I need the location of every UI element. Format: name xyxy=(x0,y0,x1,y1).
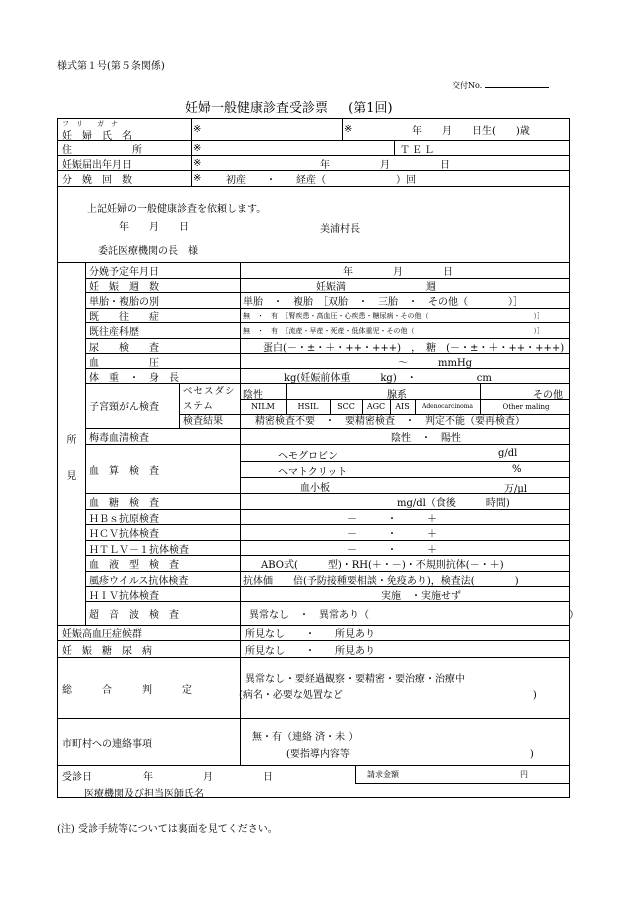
municipality-contact-label: 市町村への連絡事項 xyxy=(62,738,152,750)
cervical-cancer-block xyxy=(85,384,569,429)
hiv-antibody-field[interactable]: 実施 ・実施せず xyxy=(381,590,461,602)
weight-height-field[interactable]: kg(妊娠前体重 kg) ・ cm xyxy=(284,372,492,384)
gestational-diabetes-row xyxy=(58,641,569,658)
cervical-cancer-label: 子宮頸がん検査 xyxy=(89,402,159,413)
weight-height-label: 体 重 ・ 身 長 xyxy=(89,372,179,384)
billing-box[interactable] xyxy=(355,766,569,784)
visit-date-label: 受診日 xyxy=(62,772,92,783)
findings-row xyxy=(85,369,569,384)
overall-judgment-row xyxy=(58,658,569,719)
furigana-label: フ リ ガ ナ xyxy=(62,120,118,128)
births-field[interactable]: 初産 ・ 経産（ ）回 xyxy=(226,175,416,186)
issue-number xyxy=(452,80,549,91)
blood-sugar-field[interactable]: mg/dl（食後 時間) xyxy=(397,498,510,509)
medical-history-field[interactable]: 無 ・ 有 ［腎疾患・高血圧・心疾患・糖尿病・その他（ ）］ xyxy=(243,311,544,320)
findings-side-label: 所 見 xyxy=(66,435,77,482)
findings-row xyxy=(85,541,569,556)
findings-row xyxy=(85,602,579,625)
pregnancy-report-row xyxy=(58,156,569,171)
findings-block xyxy=(58,263,579,626)
name-label: 妊 婦 氏 名 xyxy=(62,131,132,142)
blood-sugar-label: 血 糖 検 査 xyxy=(89,498,159,509)
hiv-antibody-label: ＨＩＶ抗体検査 xyxy=(89,590,159,602)
findings-row xyxy=(85,354,569,369)
overall-judgment-notes[interactable]: (病名・必要な処置など ) xyxy=(239,690,537,701)
test-result-field[interactable]: 精密検査不要 ・ 要精密検査 ・ 判定不能（要再検査） xyxy=(255,416,525,427)
findings-row xyxy=(85,263,569,279)
blood-pressure-label: 血 圧 xyxy=(89,357,159,369)
blood-type-label: 血 液 型 検 査 xyxy=(89,560,179,571)
hcv-antibody-label: ＨＣＶ抗体検査 xyxy=(89,529,159,540)
guidance-details[interactable]: (要指導内容等 ) xyxy=(286,749,534,760)
rubella-antibody-label: 風疹ウイルス抗体検査 xyxy=(89,575,189,587)
syphilis-field[interactable]: 陰性 ・ 陽性 xyxy=(391,433,461,444)
tel-label: ＴＥＬ xyxy=(400,144,436,156)
other-header: その他 xyxy=(533,390,563,401)
gestational-diabetes-field[interactable]: 所見なし ・ 所見あり xyxy=(245,645,375,657)
htlv1-antibody-field[interactable]: － ・ ＋ xyxy=(347,544,437,556)
billing-label: 請求金額 xyxy=(367,770,399,779)
negative-header: 陰性 xyxy=(243,390,263,401)
hypertensive-label: 妊娠高血圧症候群 xyxy=(62,629,142,640)
overall-judgment-label: 総 合 判 定 xyxy=(62,684,192,696)
births-row xyxy=(58,171,569,187)
findings-row xyxy=(85,323,569,339)
platelets-label: 血小板 xyxy=(300,483,330,494)
municipality-contact-row xyxy=(58,719,569,766)
name-field[interactable]: ※ xyxy=(193,124,202,135)
glandular-header: 腺系 xyxy=(387,390,407,401)
cell-nilm[interactable]: NILM xyxy=(240,399,287,414)
platelets-unit[interactable]: 万/μl xyxy=(504,484,528,495)
hemoglobin-unit[interactable]: g/dl xyxy=(498,448,518,459)
hypertensive-field[interactable]: 所見なし ・ 所見あり xyxy=(245,629,375,640)
hypertensive-row xyxy=(58,625,569,641)
pregnancy-report-label: 妊娠届出年月日 xyxy=(62,159,132,171)
urine-test-field[interactable]: 蛋白(－・±・＋・++・+++) ， 糖 (－・±・＋・++・+++) xyxy=(263,342,565,354)
gestation-weeks-label: 妊 娠 週 数 xyxy=(89,282,159,293)
request-block xyxy=(58,187,569,263)
ultrasound-field[interactable]: 異常なし ・ 異常あり（ ） xyxy=(249,610,579,621)
obstetric-history-field[interactable]: 無 ・ 有 ［流産・早産・死産・低体重児・その他（ ）］ xyxy=(243,326,544,335)
overall-judgment-options[interactable]: 異常なし・要経過観察・要精密・要治療・治療中 xyxy=(245,674,465,685)
findings-row xyxy=(85,279,569,293)
request-text: 上記妊婦の一般健康診査を依頼します。 xyxy=(87,204,267,215)
urine-test-label: 尿 検 査 xyxy=(89,342,159,354)
blood-count-label: 血 算 検 査 xyxy=(89,465,159,477)
mayor-name: 美浦村長 xyxy=(320,224,360,235)
hcv-antibody-field[interactable]: － ・ ＋ xyxy=(347,529,437,540)
pregnancy-report-mark: ※ xyxy=(193,157,202,169)
cell-scc[interactable]: SCC xyxy=(330,399,363,414)
hbs-antigen-label: ＨＢｓ抗原検査 xyxy=(89,513,159,525)
gestation-weeks-field[interactable]: 妊娠満 週 xyxy=(316,282,436,293)
test-result-label: 検査結果 xyxy=(183,416,223,427)
births-label: 分 娩 回 数 xyxy=(62,175,132,186)
findings-row xyxy=(85,429,569,445)
medical-history-label: 既 往 症 xyxy=(89,312,159,323)
blood-count-block xyxy=(85,445,569,494)
dob-field[interactable]: 年 月 日生( )歳 xyxy=(412,126,530,137)
form-number: 様式第１号(第５条関係) xyxy=(57,61,165,72)
findings-row xyxy=(85,525,569,541)
findings-row xyxy=(85,510,569,525)
request-date[interactable]: 年 月 日 xyxy=(119,222,189,233)
ultrasound-label: 超 音 波 検 査 xyxy=(89,610,179,621)
institution-doctor-label[interactable]: 医療機関及び担当医師氏名 xyxy=(84,789,204,800)
footnote: (注) 受診手続等については裏面を見てください。 xyxy=(57,824,278,835)
name-row xyxy=(58,119,569,141)
obstetric-history-label: 既往産科歴 xyxy=(89,327,139,338)
billing-unit: 円 xyxy=(520,770,528,779)
address-field[interactable]: ※ xyxy=(193,142,202,154)
cell-ais[interactable]: AIS xyxy=(390,399,416,414)
bethesda-label: ベセスダシステム xyxy=(183,386,236,412)
contact-status[interactable]: 無・有（連絡 済・未 ） xyxy=(252,732,359,743)
singleton-multiple-label: 単胎・複胎の別 xyxy=(89,297,159,308)
visit-date-field[interactable]: 年 月 日 xyxy=(143,772,273,783)
due-date-label: 分娩予定年月日 xyxy=(89,267,159,278)
findings-row xyxy=(85,339,569,354)
syphilis-label: 梅毒血清検査 xyxy=(89,433,149,444)
address-row xyxy=(58,141,569,156)
page-title: 妊婦一般健康診査受診票 (第1回) xyxy=(185,101,393,116)
rubella-antibody-field[interactable]: 抗体価 倍(予防接種要相談・免疫あり)，検査法( ) xyxy=(243,575,519,587)
dob-mark: ※ xyxy=(344,124,353,135)
hematocrit-label: ヘマトクリット xyxy=(278,467,348,478)
issue-number-field[interactable] xyxy=(485,87,549,88)
cell-adenocarcinoma[interactable]: Adenocarcinoma xyxy=(421,403,474,410)
singleton-multiple-field[interactable]: 単胎 ・ 複胎 ［双胎 ・ 三胎 ・ その他（ ）］ xyxy=(243,297,523,308)
findings-row xyxy=(85,556,569,572)
gestational-diabetes-label: 妊 娠 糖 尿 病 xyxy=(62,645,152,657)
cell-agc[interactable]: AGC xyxy=(362,399,391,414)
pregnancy-report-date[interactable]: 年 月 日 xyxy=(320,159,450,171)
cell-hsil[interactable]: HSIL xyxy=(286,399,331,414)
findings-row xyxy=(85,494,569,510)
findings-row xyxy=(85,572,569,587)
births-mark: ※ xyxy=(193,173,202,184)
due-date-field[interactable]: 年 月 日 xyxy=(343,267,453,278)
blood-pressure-field[interactable]: ～ mmHg xyxy=(398,357,473,369)
hemoglobin-label: ヘモグロビン xyxy=(278,451,338,462)
addressee: 委託医療機関の長 様 xyxy=(98,246,198,257)
findings-row xyxy=(85,293,569,309)
findings-row xyxy=(85,587,569,602)
address-label: 住 所 xyxy=(62,144,142,156)
hematocrit-unit[interactable]: % xyxy=(512,464,522,475)
findings-row xyxy=(85,309,569,323)
blood-type-field[interactable]: ABO式( 型)・RH(＋・－)・不規則抗体(－・＋) xyxy=(261,560,504,571)
hbs-antigen-field[interactable]: － ・ ＋ xyxy=(347,513,437,525)
issue-number-label: 交付No. xyxy=(452,81,483,90)
exam-form-table xyxy=(57,118,579,800)
visit-block xyxy=(58,766,569,800)
htlv1-antibody-label: ＨＴＬＶ－１抗体検査 xyxy=(89,544,189,556)
cell-other-malignant[interactable]: Other maling xyxy=(502,402,550,411)
